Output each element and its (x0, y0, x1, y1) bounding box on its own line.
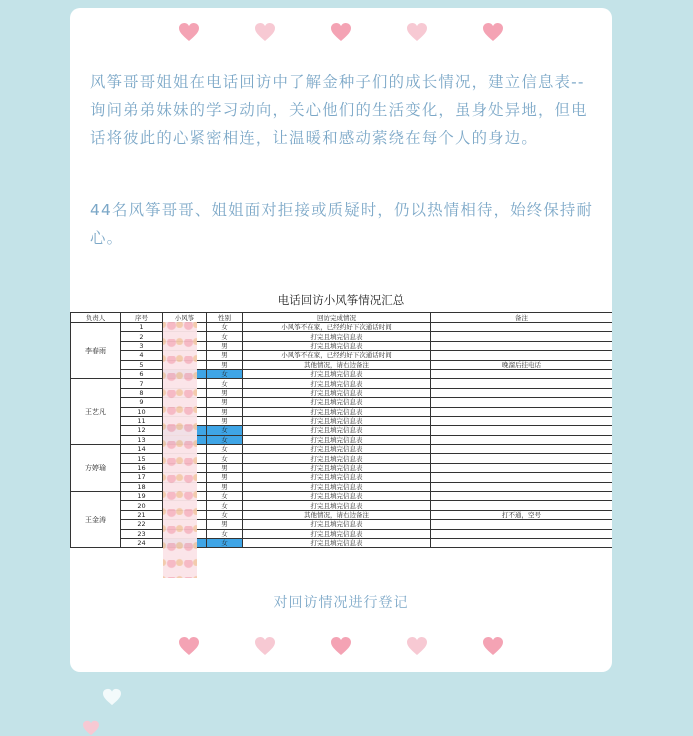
note-cell (431, 351, 613, 360)
gender-cell: 女 (207, 379, 243, 388)
note-cell (431, 482, 613, 491)
status-cell: 打完且填完信息表 (243, 332, 431, 341)
number-cell: 8 (121, 388, 163, 397)
gender-cell: 女 (207, 426, 243, 435)
note-cell (431, 426, 613, 435)
number-cell: 4 (121, 351, 163, 360)
number-cell: 10 (121, 407, 163, 416)
number-cell: 2 (121, 332, 163, 341)
gender-cell: 男 (207, 407, 243, 416)
note-cell (431, 388, 613, 397)
gender-cell: 男 (207, 463, 243, 472)
heart-icon (254, 636, 276, 656)
number-cell: 7 (121, 379, 163, 388)
note-cell (431, 323, 613, 332)
heart-icon (82, 720, 100, 736)
note-cell (431, 435, 613, 444)
sheet-title: 电话回访小风筝情况汇总 (277, 293, 405, 307)
header-no: 序号 (121, 313, 163, 323)
table-row (71, 351, 613, 360)
status-cell: 打完且填完信息表 (243, 341, 431, 350)
note-cell (431, 501, 613, 510)
header-owner: 负责人 (71, 313, 121, 323)
number-cell: 3 (121, 341, 163, 350)
gender-cell: 男 (207, 416, 243, 425)
table-row (71, 360, 613, 369)
number-cell: 15 (121, 454, 163, 463)
heart-icon (482, 636, 504, 656)
header-note: 备注 (431, 313, 613, 323)
heart-icon (330, 22, 352, 42)
status-cell: 其他情况，请右边备注 (243, 360, 431, 369)
table-row (71, 407, 613, 416)
number-cell: 22 (121, 520, 163, 529)
status-cell: 打完且填完信息表 (243, 435, 431, 444)
gender-cell: 男 (207, 360, 243, 369)
note-cell (431, 341, 613, 350)
number-cell: 18 (121, 482, 163, 491)
heart-divider-bottom (70, 636, 612, 666)
note-cell (431, 492, 613, 501)
table-row (71, 435, 613, 444)
header-kite: 小风筝 (163, 313, 207, 323)
status-cell: 打完且填完信息表 (243, 379, 431, 388)
table-row (71, 473, 613, 482)
gender-cell: 女 (207, 501, 243, 510)
note-cell: 打不通，空号 (431, 510, 613, 519)
owner-cell: 方婷瑜 (71, 445, 121, 492)
owner-cell: 王金涛 (71, 492, 121, 548)
heart-divider-top (70, 22, 612, 52)
note-cell (431, 520, 613, 529)
table-row (71, 388, 613, 397)
note-cell (431, 416, 613, 425)
gender-cell: 女 (207, 510, 243, 519)
status-cell: 打完且填完信息表 (243, 520, 431, 529)
owner-cell: 李春雨 (71, 323, 121, 379)
status-cell: 打完且填完信息表 (243, 398, 431, 407)
owner-cell: 王艺凡 (71, 379, 121, 445)
note-cell (431, 529, 613, 538)
status-cell: 打完且填完信息表 (243, 473, 431, 482)
gender-cell: 女 (207, 529, 243, 538)
note-cell: 晚溜后挂电话 (431, 360, 613, 369)
gender-cell: 男 (207, 388, 243, 397)
number-cell: 6 (121, 369, 163, 378)
note-cell (431, 369, 613, 378)
heart-icon (102, 688, 122, 706)
number-cell: 23 (121, 529, 163, 538)
table-row (71, 529, 613, 538)
gender-cell: 女 (207, 454, 243, 463)
spreadsheet-image (70, 280, 612, 578)
number-cell: 13 (121, 435, 163, 444)
note-cell (431, 454, 613, 463)
status-cell: 打完且填完信息表 (243, 369, 431, 378)
gender-cell: 女 (207, 332, 243, 341)
paragraph-2: 44名风筝哥哥、姐姐面对拒接或质疑时，仍以热情相待，始终保持耐心。 (90, 201, 594, 247)
table-row (71, 323, 613, 332)
gender-cell: 男 (207, 520, 243, 529)
table-row (71, 398, 613, 407)
call-summary-table (70, 312, 612, 548)
number-cell: 14 (121, 445, 163, 454)
gender-cell: 男 (207, 398, 243, 407)
table-row (71, 520, 613, 529)
number-cell: 11 (121, 416, 163, 425)
header-status: 回访完成情况 (243, 313, 431, 323)
table-row (71, 416, 613, 425)
gender-cell: 男 (207, 351, 243, 360)
note-cell (431, 538, 613, 547)
table-row (71, 492, 613, 501)
table-header-row (71, 313, 613, 323)
status-cell: 打完且填完信息表 (243, 529, 431, 538)
status-cell: 小风筝不在家，已经约好下次通话时间 (243, 323, 431, 332)
number-cell: 5 (121, 360, 163, 369)
table-row (71, 332, 613, 341)
gender-cell: 男 (207, 341, 243, 350)
gender-cell: 女 (207, 445, 243, 454)
gender-cell: 男 (207, 482, 243, 491)
table-row (71, 379, 613, 388)
table-row (71, 454, 613, 463)
gender-cell: 女 (207, 538, 243, 547)
number-cell: 9 (121, 398, 163, 407)
note-cell (431, 379, 613, 388)
table-row (71, 369, 613, 378)
note-cell (431, 463, 613, 472)
number-cell: 1 (121, 323, 163, 332)
status-cell: 打完且填完信息表 (243, 492, 431, 501)
status-cell: 打完且填完信息表 (243, 388, 431, 397)
heart-icon (254, 22, 276, 42)
status-cell: 打完且填完信息表 (243, 538, 431, 547)
table-row (71, 501, 613, 510)
status-cell: 打完且填完信息表 (243, 416, 431, 425)
heart-icon (482, 22, 504, 42)
redacted-names-sticker (163, 322, 197, 578)
note-cell (431, 445, 613, 454)
gender-cell: 女 (207, 492, 243, 501)
status-cell: 打完且填完信息表 (243, 482, 431, 491)
number-cell: 16 (121, 463, 163, 472)
gender-cell: 男 (207, 473, 243, 482)
gender-cell: 女 (207, 435, 243, 444)
status-cell: 小风筝不在家，已经约好下次通话时间 (243, 351, 431, 360)
number-cell: 20 (121, 501, 163, 510)
status-cell: 打完且填完信息表 (243, 463, 431, 472)
number-cell: 19 (121, 492, 163, 501)
article-card (70, 8, 612, 672)
number-cell: 21 (121, 510, 163, 519)
note-cell (431, 332, 613, 341)
gender-cell: 女 (207, 323, 243, 332)
status-cell: 其他情况，请右边备注 (243, 510, 431, 519)
heart-icon (406, 22, 428, 42)
header-gender: 性别 (207, 313, 243, 323)
heart-icon (178, 636, 200, 656)
table-row (71, 445, 613, 454)
table-row (71, 341, 613, 350)
number-cell: 17 (121, 473, 163, 482)
paragraph-1: 风筝哥哥姐姐在电话回访中了解金种子们的成长情况，建立信息表--询问弟弟妹妹的学习动向，关心他们的生活变化，虽身处异地，但电话将彼此的心紧密相连，让温暖和感动萦绕在每个人的身边。 (90, 73, 588, 147)
table-row (71, 538, 613, 547)
note-cell (431, 398, 613, 407)
status-cell: 打完且填完信息表 (243, 445, 431, 454)
status-cell: 打完且填完信息表 (243, 426, 431, 435)
table-row (71, 426, 613, 435)
note-cell (431, 407, 613, 416)
table-row (71, 463, 613, 472)
status-cell: 打完且填完信息表 (243, 501, 431, 510)
heart-icon (178, 22, 200, 42)
number-cell: 24 (121, 538, 163, 547)
heart-icon (406, 636, 428, 656)
table-row (71, 510, 613, 519)
status-cell: 打完且填完信息表 (243, 407, 431, 416)
status-cell: 打完且填完信息表 (243, 454, 431, 463)
image-caption: 对回访情况进行登记 (273, 595, 409, 611)
number-cell: 12 (121, 426, 163, 435)
note-cell (431, 473, 613, 482)
gender-cell: 女 (207, 369, 243, 378)
heart-icon (330, 636, 352, 656)
table-row (71, 482, 613, 491)
